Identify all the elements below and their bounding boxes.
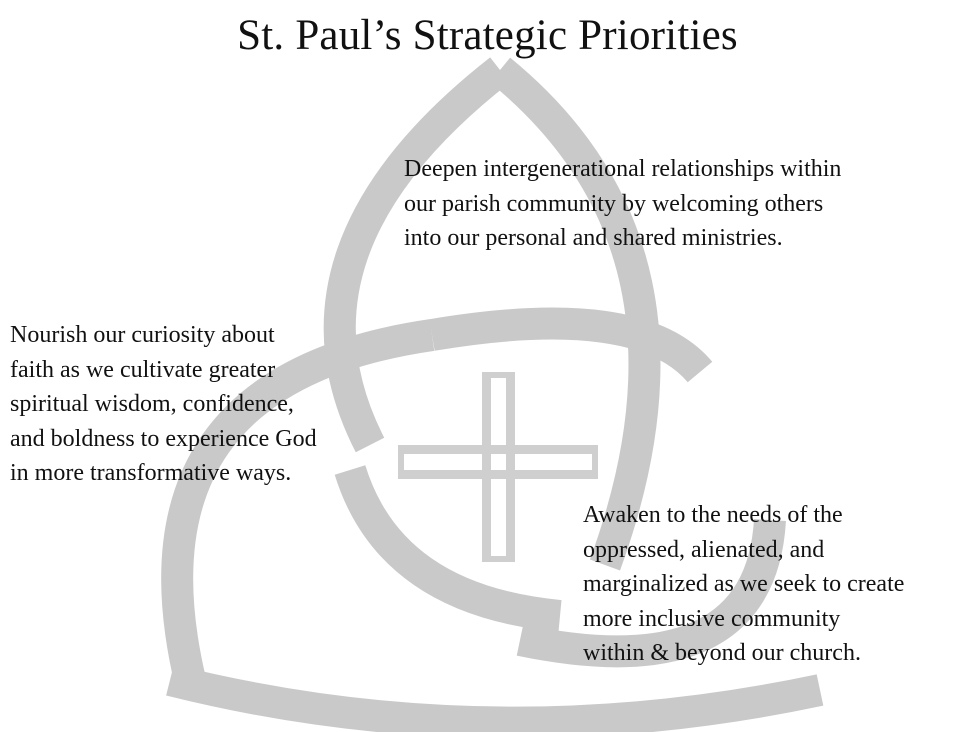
- cross-right-end-cap: [592, 445, 598, 479]
- priority-relationships-text: Deepen intergenerational relationships within our parish community by welcoming others into our personal and shared ministries.: [404, 156, 842, 251]
- cross-upper-horizontal-bar: [398, 445, 598, 454]
- cross-bottom-end-cap: [482, 556, 515, 562]
- cross-lower-horizontal-bar: [398, 470, 598, 479]
- priority-faith-text: Nourish our curiosity about faith as we cultivate greater spiritual wisdom, confidence, and boldness to experience God in more transformative ways.: [10, 322, 317, 486]
- cross-top-end-cap: [482, 372, 515, 378]
- cross-icon: [398, 372, 598, 562]
- priority-justice-text: Awaken to the needs of the oppressed, alienated, and marginalized as we seek to create more inclusive community within & beyond our church.: [583, 502, 905, 666]
- bottom-connecting-arc: [170, 680, 820, 723]
- page-title: St. Paul’s Strategic Priorities: [237, 12, 738, 59]
- cross-left-vertical-bar: [482, 372, 491, 562]
- right-lobe-inner-arc: [350, 470, 560, 616]
- cross-right-vertical-bar: [506, 372, 515, 562]
